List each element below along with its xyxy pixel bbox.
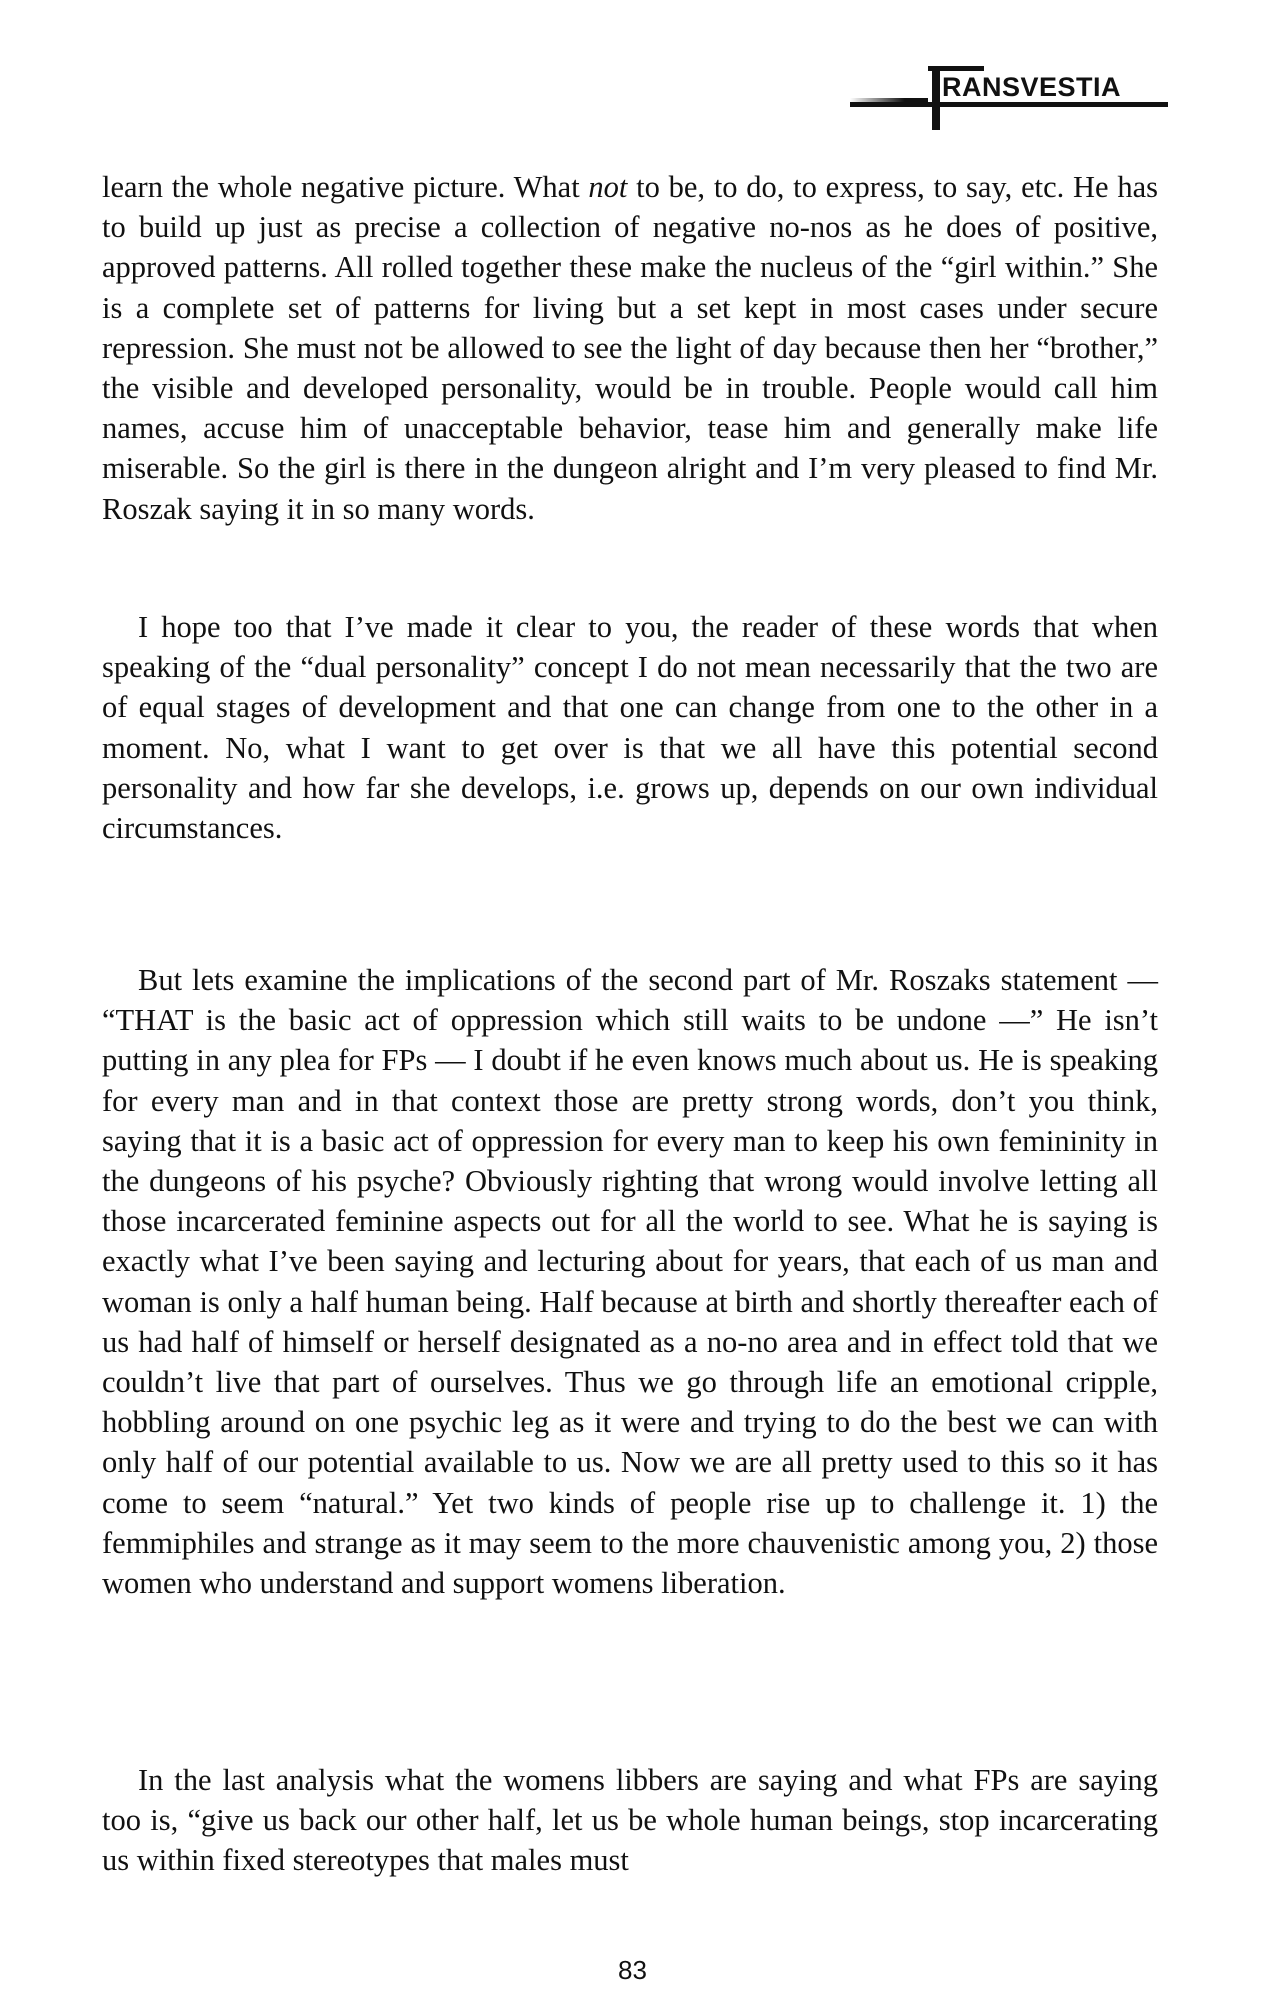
paragraph-2: I hope too that I’ve made it clear to you, the reader of these words that when speaking of the “dual personality” concept I do not mean necessarily that the two are of equal stages of development and that one can change from one to the other in a moment. No, what I want to get over is that we all have this potential second personality and how far she develops, i.e. grows up, depends on our own individual circumstances.: [102, 610, 1158, 846]
paragraph-4: In the last analysis what the womens libbers are saying and what FPs are saying too is, “give us back our other half, let us be whole human beings, stop incarcerating us within fixed stereotypes that males must: [102, 1763, 1158, 1878]
masthead-t-stem: [932, 68, 940, 130]
magazine-title: RANSVESTIA: [942, 72, 1122, 102]
emphasis-not: not: [588, 170, 628, 204]
paragraph-1: learn the whole negative picture. What not to be, to do, to express, to say, etc. He has to build up just as precise a collection of negative no-nos as he does of positive, approved patterns. All rolled together these make the nucleus of the “girl within.” She is a complete set of patterns for living but a set kept in most cases under secure repression. She must not be allowed to see the light of day because then her “brother,” the visible and developed personality, would be in trouble. People would call him names, accuse him of unacceptable behavior, tease him and generally make life miserable. So the girl is there in the dungeon alright and I’m very pleased to find Mr. Roszak saying it in so many words.: [102, 170, 1158, 526]
magazine-masthead: [850, 58, 1170, 118]
paragraph-3: But lets examine the implications of the second part of Mr. Roszaks statement — “THAT is the basic act of oppression which still waits to be undone —” He isn’t putting in any plea for FPs — I doubt if he even knows much about us. He is speaking for every man and in that context those are pretty strong words, don’t you think, saying that it is a basic act of oppression for every man to keep his own femininity in the dungeons of his psyche? Obviously righting that wrong would involve letting all those incarcerated feminine aspects out for all the world to see. What he is saying is exactly what I’ve been saying and lecturing about for years, that each of us man and woman is only a half human being. Half because at birth and shortly thereafter each of us had half of himself or herself designated as a no-no area and in effect told that we couldn’t live that part of ourselves. Thus we go through life an emotional cripple, hobbling around on one psychic leg as it were and trying to do the best we can with only half of our potential available to us. Now we are all pretty used to this so it has come to seem “natural.” Yet two kinds of people rise up to challenge it. 1) the femmiphiles and strange as it may seem to the more chauvenistic among you, 2) those women who understand and support womens liberation.: [102, 963, 1158, 1601]
page-number: 83: [618, 1955, 647, 1985]
